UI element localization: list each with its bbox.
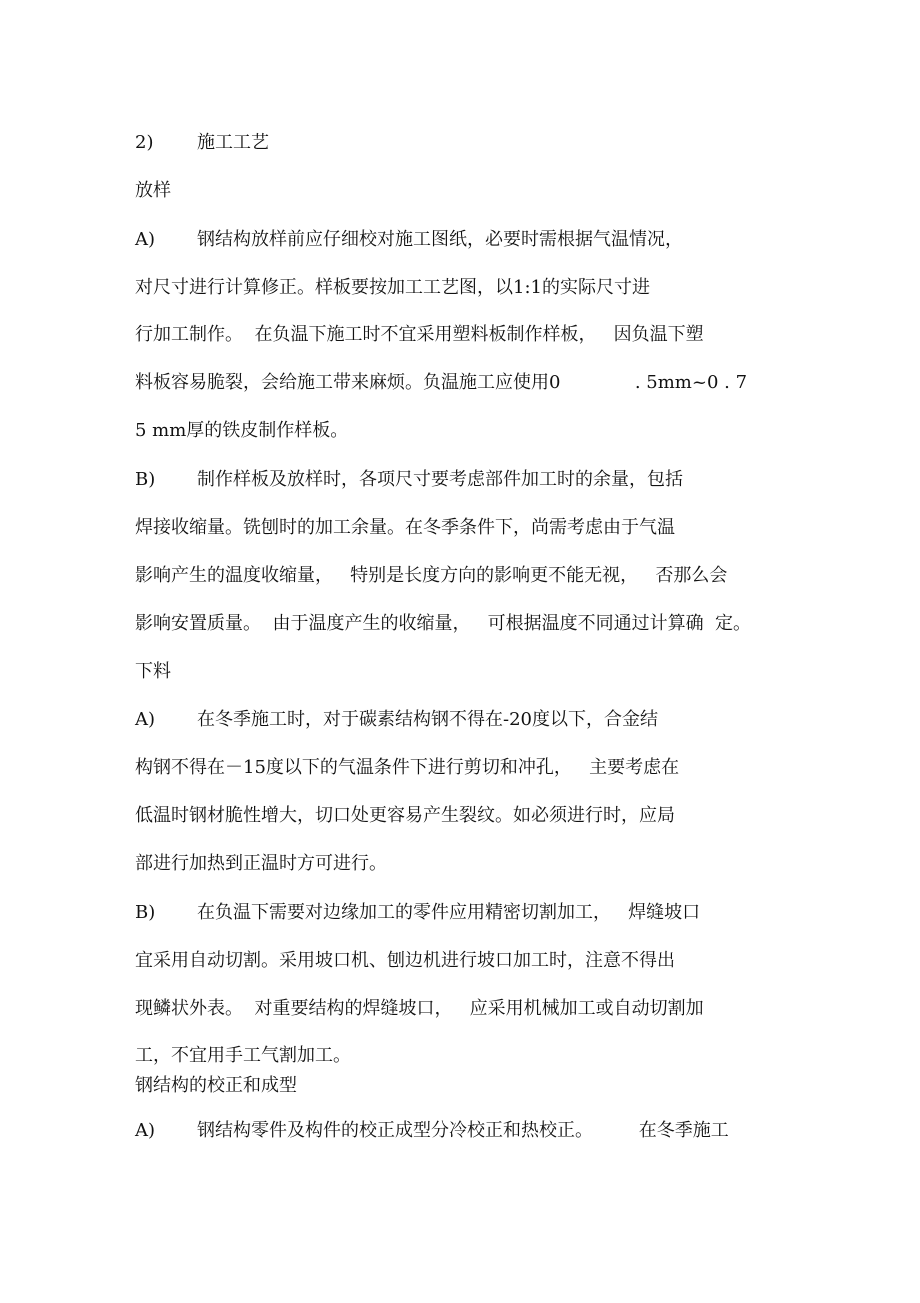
paragraph-line bbox=[135, 1119, 729, 1143]
paragraph-line: 料板容易脆裂，会给施工带来麻烦。负温施工应使用0 . 5mm~0 . 7 bbox=[135, 372, 748, 393]
paragraph-line: 影响产生的温度收缩量， 特别是长度方向的影响更不能无视， 否那么会 bbox=[135, 565, 728, 586]
paragraph-line: 影响安置质量。 由于温度产生的收缩量， 可根据温度不同通过计算确 定。 bbox=[135, 613, 752, 634]
item-marker: A) bbox=[135, 229, 156, 250]
paragraph-line: 低温时钢材脆性增大，切口处更容易产生裂纹。如必须进行时，应局 bbox=[135, 805, 675, 826]
item-marker: A) bbox=[135, 709, 156, 730]
line-text: 钢结构放样前应仔细校对施工图纸，必要时需根据气温情况， bbox=[197, 229, 683, 250]
paragraph-line: 部进行加热到正温时方可进行。 bbox=[135, 853, 387, 874]
paragraph-line bbox=[135, 708, 658, 732]
line-text: 在负温下需要对边缘加工的零件应用精密切割加工， 焊缝坡口 bbox=[197, 902, 701, 923]
paragraph-line bbox=[135, 468, 683, 492]
section-number: 2) bbox=[135, 132, 154, 153]
section-heading bbox=[135, 131, 269, 155]
paragraph-line: 构钢不得在－15度以下的气温条件下进行剪切和冲孔， 主要考虑在 bbox=[135, 757, 680, 778]
item-marker: A) bbox=[135, 1120, 156, 1141]
paragraph-line: 宜采用自动切割。采用坡口机、刨边机进行坡口加工时，注意不得出 bbox=[135, 950, 675, 971]
line-text: 制作样板及放样时，各项尺寸要考虑部件加工时的余量，包括 bbox=[197, 469, 683, 490]
subheading-xialiao: 下料 bbox=[135, 661, 171, 682]
paragraph-line bbox=[135, 228, 683, 252]
paragraph-line: 对尺寸进行计算修正。样板要按加工工艺图，以1:1的实际尺寸进 bbox=[135, 277, 650, 298]
line-text: 钢结构零件及构件的校正成型分冷校正和热校正。 在冬季施工 bbox=[197, 1120, 729, 1141]
paragraph-line: 5 mm厚的铁皮制作样板。 bbox=[135, 420, 349, 441]
paragraph-line: 工，不宜用手工气割加工。 bbox=[135, 1045, 351, 1066]
paragraph-line: 现鳞状外表。 对重要结构的焊缝坡口， 应采用机械加工或自动切割加 bbox=[135, 998, 704, 1019]
line-text: 在冬季施工时，对于碳素结构钢不得在-20度以下，合金结 bbox=[197, 709, 658, 730]
paragraph-line: 焊接收缩量。铣刨时的加工余量。在冬季条件下，尚需考虑由于气温 bbox=[135, 517, 675, 538]
paragraph-line bbox=[135, 901, 700, 925]
subheading-jiaozheng: 钢结构的校正和成型 bbox=[135, 1075, 297, 1096]
item-marker: B) bbox=[135, 902, 156, 923]
subheading-fangyang: 放样 bbox=[135, 180, 171, 201]
item-marker: B) bbox=[135, 469, 156, 490]
paragraph-line: 行加工制作。 在负温下施工时不宜采用塑料板制作样板， 因负温下塑 bbox=[135, 324, 704, 345]
section-title: 施工工艺 bbox=[197, 132, 269, 153]
